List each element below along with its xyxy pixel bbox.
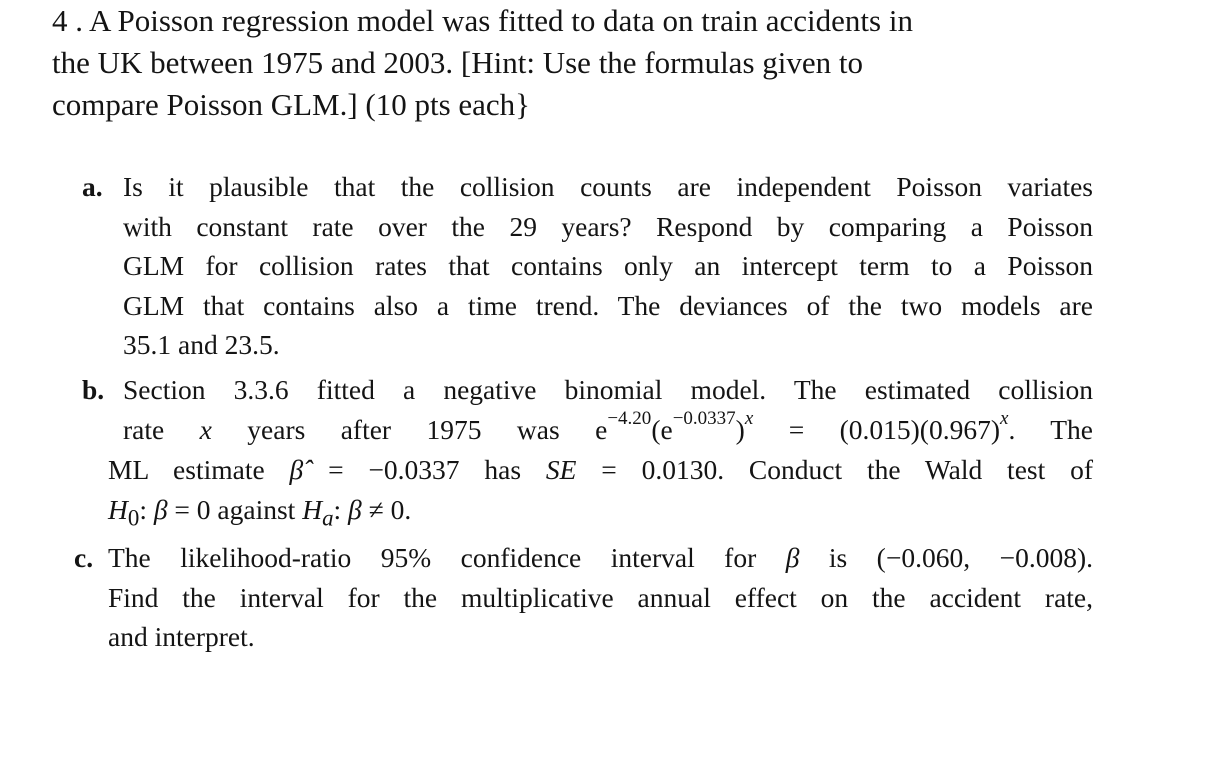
exponent: x [1000, 408, 1009, 430]
part-a-text [123, 167, 1093, 365]
variable-x: x [199, 414, 212, 445]
part-a-line: GLM that contains also a time trend. The deviances of the two models are [123, 289, 1093, 321]
part-a-line: 35.1 and 23.5. [123, 329, 280, 360]
part-b-line: Section 3.3.6 fitted a negative binomial model. The estimated collision [123, 374, 1093, 405]
part-c-line: and interpret. [108, 621, 255, 652]
question-line: compare Poisson GLM.] (10 pts each} [52, 87, 531, 122]
question-line: the UK between 1975 and 2003. [Hint: Use the formulas given to [52, 45, 863, 80]
part-a-line: GLM for collision rates that contains only an intercept term to a Poisson [123, 250, 1093, 281]
question-line: 4 . A Poisson regression model was fitted to data on train accidents in [52, 3, 913, 38]
exponent: −4.20 [607, 408, 652, 430]
question-heading [52, 0, 1172, 126]
se-symbol: SE [545, 454, 577, 485]
part-a-line: Is it plausible that the collision counts are independent Poisson variates [123, 171, 1093, 202]
part-c-label: c. [74, 542, 94, 573]
part-b-line3: ML estimate β̂ = −0.0337 has SE = 0.0130. Conduct the Wald test of [108, 454, 1093, 485]
beta-hat: β̂ [289, 454, 304, 485]
part-b-line2: rate x years after 1975 was $e^{-4.20}(e^{-0.0337})^x = (0.015)(0.967)^x$. The [123, 408, 1093, 445]
part-b-label: b. [82, 374, 105, 405]
part-b-line4: $H_0$: β = 0 against $H_a$: β ≠ 0. [108, 494, 412, 531]
part-a-label: a. [82, 171, 103, 202]
part-b-text [123, 370, 1093, 410]
part-c-line: Find the interval for the multiplicative annual effect on the accident rate, [108, 581, 1093, 613]
part-c-text: The likelihood-ratio 95% confidence interval for β is (−0.060, −0.008). Find the interval for the multiplicative annual effect on the accident rate, and interpret. [108, 538, 1093, 657]
exponent: x [744, 408, 754, 430]
part-a-line: with constant rate over the 29 years? Respond by comparing a Poisson [123, 210, 1093, 242]
exponent: −0.0337 [672, 408, 736, 430]
